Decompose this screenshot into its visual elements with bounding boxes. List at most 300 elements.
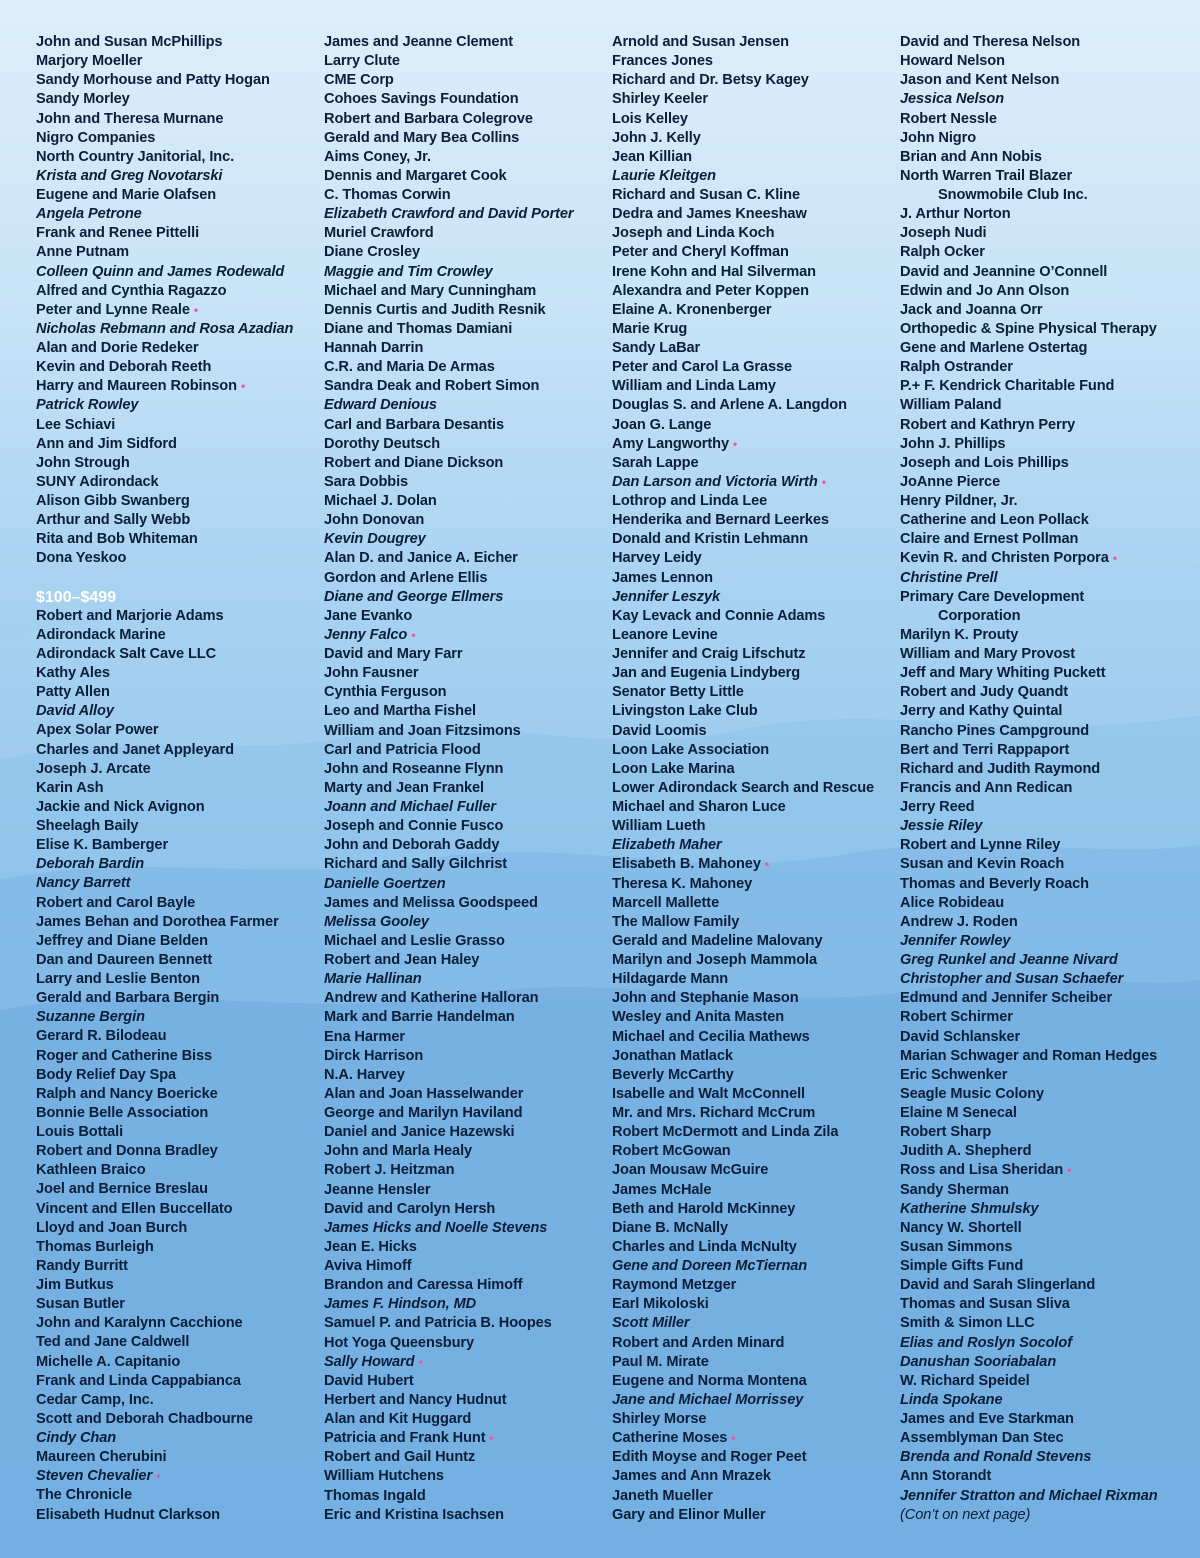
donor-name [900, 1161, 1190, 1180]
donor-name-text: John J. Phillips [900, 435, 1006, 452]
donor-name-text: Aims Coney, Jr. [324, 148, 431, 165]
donor-name-text: Ralph Ostrander [900, 359, 1013, 376]
donor-name-text: Amy Langworthy [612, 435, 729, 452]
donor-name-text: Sarah Lappe [612, 454, 699, 471]
donor-name [324, 894, 604, 913]
donor-name [612, 989, 892, 1008]
donor-name-text: J. Arthur Norton [900, 206, 1011, 223]
donor-name [324, 511, 604, 530]
donor-name [900, 90, 1190, 109]
donor-name [36, 721, 316, 740]
donor-name [612, 970, 892, 989]
donor-name-text: Robert Nessle [900, 110, 997, 127]
donor-name-text: James Behan and Dorothea Farmer [36, 913, 279, 930]
donor-name-text: Susan Simmons [900, 1238, 1013, 1255]
donor-name-text: David and Sarah Slingerland [900, 1277, 1096, 1294]
donor-name-text: Laurie Kleitgen [612, 167, 716, 184]
donor-name-text: Ross and Lisa Sheridan [900, 1162, 1064, 1179]
donor-name [612, 1008, 892, 1027]
donor-name [900, 282, 1190, 301]
donor-name-text: John and Theresa Murnane [36, 110, 224, 127]
donor-name [36, 1372, 316, 1391]
donor-name [900, 1276, 1190, 1295]
donor-name [36, 1410, 316, 1429]
donor-name-text: Elizabeth Maher [612, 837, 722, 854]
donor-name [900, 320, 1190, 339]
donor-name [612, 416, 892, 435]
donor-name [324, 530, 604, 549]
donor-name-text: Roger and Catherine Biss [36, 1047, 213, 1064]
donor-name-text: Elias and Roslyn Socolof [900, 1334, 1072, 1351]
donor-name [900, 664, 1190, 683]
donor-name-text: Jenny Falco [324, 626, 408, 643]
donor-name-text: Raymond Metzger [612, 1277, 737, 1294]
donor-name [324, 243, 604, 262]
donor-name [324, 798, 604, 817]
donor-name [612, 1429, 892, 1448]
donor-name [324, 989, 604, 1008]
donor-name [612, 263, 892, 282]
donor-name [324, 549, 604, 568]
donor-name-text: Harry and Maureen Robinson [36, 378, 237, 395]
donor-name [36, 454, 316, 473]
donor-name [612, 435, 892, 454]
donor-name [324, 588, 604, 607]
donor-name-text: James and Jeanne Clement [324, 34, 514, 50]
donor-name-text: Gerald and Mary Bea Collins [324, 129, 520, 146]
donor-name [900, 951, 1190, 970]
donor-name [900, 129, 1190, 148]
donor-name [36, 989, 316, 1008]
donor-name [324, 435, 604, 454]
donor-name-text: Patricia and Frank Hunt [324, 1430, 486, 1447]
spacer [36, 569, 316, 588]
pink-dot-icon: • [240, 379, 246, 394]
donor-name-text: John J. Kelly [612, 129, 701, 146]
donor-name [324, 71, 604, 90]
donor-name [324, 263, 604, 282]
donor-name [612, 243, 892, 262]
donor-name-text: Earl Mikoloski [612, 1296, 709, 1313]
donor-name [900, 71, 1190, 90]
donor-name-text: Robert and Marjorie Adams [36, 607, 224, 624]
donor-name-text: Seagle Music Colony [900, 1085, 1045, 1102]
donor-name [324, 1295, 604, 1314]
pink-dot-icon: • [731, 1431, 736, 1446]
donor-name [612, 1448, 892, 1467]
donor-name [900, 1028, 1190, 1047]
donor-name [36, 1123, 316, 1142]
donor-name-text: Scott Miller [612, 1315, 690, 1332]
donor-name-text: James McHale [612, 1181, 712, 1198]
donor-name [612, 224, 892, 243]
donor-name-text: Claire and Ernest Pollman [900, 531, 1079, 548]
donor-name-text: Sandy LaBar [612, 340, 701, 356]
donor-name-text: Muriel Crawford [324, 225, 434, 242]
donor-name [324, 1391, 604, 1410]
donor-name-text: Michael and Mary Cunningham [324, 282, 537, 299]
donor-name-text: Jim Butkus [36, 1277, 114, 1294]
donor-name-text: Hot Yoga Queensbury [324, 1334, 475, 1351]
donor-name-text: N.A. Harvey [324, 1066, 405, 1083]
donor-name-text: Henry Pildner, Jr. [900, 493, 1018, 509]
donor-name [612, 779, 892, 798]
donor-column-2 [324, 33, 604, 1525]
donor-name-text: Douglas S. and Arlene A. Langdon [612, 397, 847, 414]
donor-name [900, 396, 1190, 415]
donor-name-text: Theresa K. Mahoney [612, 875, 753, 892]
donor-name-text: Cynthia Ferguson [324, 684, 447, 701]
donor-name-text: John Strough [36, 454, 130, 471]
donor-name-text: John Nigro [900, 129, 977, 146]
donor-name-text: Wesley and Anita Masten [612, 1009, 785, 1026]
donor-name [36, 1180, 316, 1199]
pink-dot-icon: • [764, 857, 769, 872]
donor-name [324, 396, 604, 415]
donor-name-text: Charles and Linda McNulty [612, 1238, 797, 1255]
donor-name [612, 1353, 892, 1372]
donor-name-text: Joel and Bernice Breslau [36, 1181, 208, 1198]
donor-name-text: Rancho Pines Campground [900, 722, 1090, 739]
donor-name-text: David and Carolyn Hersh [324, 1200, 496, 1217]
continued-note [900, 1506, 1190, 1525]
donor-name [612, 1467, 892, 1486]
donor-name-text: Karin Ash [36, 779, 104, 796]
donor-name-text: Robert and Donna Bradley [36, 1143, 218, 1160]
donor-name-text: Katherine Shmulsky [900, 1200, 1039, 1217]
donor-name-text: William and Linda Lamy [612, 378, 776, 395]
donor-name [36, 913, 316, 932]
donor-name [900, 549, 1190, 568]
donor-name-text: Joseph and Lois Phillips [900, 454, 1069, 471]
donor-name [612, 932, 892, 951]
donor-name [36, 1257, 316, 1276]
donor-name [900, 1391, 1190, 1410]
donor-name-text: Patty Allen [36, 684, 110, 701]
donor-name [900, 186, 1190, 205]
donor-name-text: Maureen Cherubini [36, 1449, 167, 1466]
donor-name [900, 1334, 1190, 1353]
donor-name [612, 473, 892, 492]
donor-name [612, 530, 892, 549]
donor-name [36, 129, 316, 148]
donor-name [324, 836, 604, 855]
donor-name [900, 263, 1190, 282]
pink-dot-icon: • [418, 1354, 423, 1369]
donor-name [612, 1066, 892, 1085]
donor-name [36, 836, 316, 855]
donor-name [900, 626, 1190, 645]
donor-name [900, 339, 1190, 358]
donor-name-text: Irene Kohn and Hal Silverman [612, 263, 816, 280]
donor-name-text: David and Jeannine O’Connell [900, 263, 1108, 280]
donor-name-text: David Schlansker [900, 1028, 1021, 1045]
donor-name [612, 607, 892, 626]
donor-name-text: Joseph and Linda Koch [612, 225, 775, 242]
donor-name [324, 741, 604, 760]
donor-name [900, 741, 1190, 760]
donor-name [36, 741, 316, 760]
donor-name [36, 970, 316, 989]
donor-name [36, 1104, 316, 1123]
donor-name-text: Aviva Himoff [324, 1258, 412, 1274]
donor-name-text: Jean Killian [612, 148, 692, 165]
donor-name [324, 339, 604, 358]
donor-name-text: Robert McDermott and Linda Zila [612, 1124, 839, 1141]
donor-name-text: Lothrop and Linda Lee [612, 493, 768, 509]
donor-name [900, 148, 1190, 167]
donor-name-text: Snowmobile Club Inc. [938, 187, 1088, 203]
donor-name [36, 683, 316, 702]
donor-name [900, 875, 1190, 894]
donor-name [612, 33, 892, 52]
donor-name-text: Peter and Carol La Grasse [612, 359, 793, 376]
donor-name [36, 224, 316, 243]
pink-dot-icon: • [411, 627, 416, 642]
donor-name-text: Danielle Goertzen [324, 875, 446, 892]
donor-name-text: Alfred and Cynthia Ragazzo [36, 282, 227, 299]
donor-name [324, 855, 604, 874]
donor-name-text: George and Marilyn Haviland [324, 1105, 523, 1121]
donor-name-text: Edward Denious [324, 397, 437, 414]
donor-name [612, 1314, 892, 1333]
donor-name-text: Eugene and Marie Olafsen [36, 187, 217, 203]
donor-name [324, 1142, 604, 1161]
donor-name [612, 358, 892, 377]
donor-name [900, 1200, 1190, 1219]
donor-name [900, 760, 1190, 779]
donor-column-1 [36, 33, 316, 1525]
donor-name [900, 1467, 1190, 1486]
donor-name [324, 664, 604, 683]
donor-name-text: Susan and Kevin Roach [900, 856, 1065, 873]
donor-name-text: Peter and Lynne Reale [36, 301, 190, 318]
donor-name [36, 855, 316, 874]
donor-name-text: Maggie and Tim Crowley [324, 263, 493, 280]
donor-name [324, 1219, 604, 1238]
donor-name-text: Nancy W. Shortell [900, 1219, 1022, 1236]
donor-name [900, 1353, 1190, 1372]
donor-name-text: John and Deborah Gaddy [324, 837, 500, 854]
donor-column-3 [612, 33, 892, 1525]
donor-name [36, 320, 316, 339]
donor-name-text: Michael and Sharon Luce [612, 799, 786, 815]
pink-dot-icon: • [489, 1431, 494, 1446]
donor-name-text: Marjory Moeller [36, 53, 143, 70]
donor-name [36, 1027, 316, 1046]
donor-name [900, 205, 1190, 224]
donor-name [900, 1314, 1190, 1333]
donor-name-text: Lloyd and Joan Burch [36, 1219, 188, 1236]
donor-name-text: Jan and Eugenia Lindyberg [612, 665, 801, 682]
donor-name [36, 358, 316, 377]
donor-name [324, 282, 604, 301]
donor-name [324, 683, 604, 702]
donor-name-text: Sandy Morhouse and Patty Hogan [36, 72, 270, 89]
donor-name [324, 970, 604, 989]
donor-name [324, 1066, 604, 1085]
donor-name [36, 52, 316, 71]
donor-name [36, 263, 316, 282]
donor-name [36, 396, 316, 415]
donor-name-text: (Con’t on next page) [900, 1506, 1031, 1523]
donor-name [612, 1181, 892, 1200]
donor-name-text: Beverly McCarthy [612, 1066, 734, 1083]
donor-name-text: Janeth Mueller [612, 1487, 713, 1504]
donor-name [612, 683, 892, 702]
donor-name [324, 1467, 604, 1486]
donor-name [612, 722, 892, 741]
donor-name-text: Joan Mousaw McGuire [612, 1162, 769, 1179]
donor-name [36, 1276, 316, 1295]
donor-name [612, 377, 892, 396]
donor-name-text: Colleen Quinn and James Rodewald [36, 263, 285, 280]
donor-name [324, 148, 604, 167]
donor-name-text: Livingston Lake Club [612, 703, 758, 720]
donor-name-text: Assemblyman Dan Stec [900, 1430, 1064, 1447]
donor-name-text: Jerry and Kathy Quintal [900, 703, 1063, 720]
donor-name [324, 760, 604, 779]
donor-name [324, 224, 604, 243]
donor-name [36, 1161, 316, 1180]
donor-name [324, 1200, 604, 1219]
donor-name-text: Robert Sharp [900, 1124, 992, 1141]
donor-name [612, 205, 892, 224]
donor-name [612, 282, 892, 301]
donor-name [36, 1391, 316, 1410]
donor-name-text: Alice Robideau [900, 894, 1005, 911]
donor-name [324, 817, 604, 836]
donor-name [36, 90, 316, 109]
donor-name-text: James and Melissa Goodspeed [324, 894, 538, 911]
giving-level-heading: $100–$499 [36, 588, 117, 606]
donor-name [612, 1085, 892, 1104]
donor-name [900, 1123, 1190, 1142]
donor-name [612, 1276, 892, 1295]
donor-name [900, 1008, 1190, 1027]
donor-name [612, 913, 892, 932]
donor-name [36, 205, 316, 224]
donor-name-text: Gerald and Madeline Malovany [612, 932, 823, 949]
donor-name [36, 1486, 316, 1505]
donor-name-text: Andrew and Katherine Halloran [324, 990, 539, 1007]
donor-name-text: Senator Betty Little [612, 684, 744, 701]
donor-name-text: Dirck Harrison [324, 1047, 424, 1064]
donor-name [900, 1047, 1190, 1066]
donor-name [900, 243, 1190, 262]
donor-name-text: Gerald and Barbara Bergin [36, 990, 220, 1007]
donor-name-text: Ralph Ocker [900, 244, 985, 261]
donor-name [612, 798, 892, 817]
donor-name [900, 454, 1190, 473]
donor-name-text: Elisabeth Hudnut Clarkson [36, 1506, 220, 1523]
donor-name [36, 377, 316, 396]
donor-name [612, 855, 892, 874]
donor-name-text: Melissa Gooley [324, 913, 429, 930]
donor-name [612, 569, 892, 588]
donor-name-text: Kathleen Braico [36, 1162, 146, 1179]
donor-name [900, 1066, 1190, 1085]
donor-name [612, 549, 892, 568]
donor-name-text: Loon Lake Marina [612, 760, 735, 777]
donor-name-text: Edmund and Jennifer Scheiber [900, 990, 1113, 1007]
donor-name [900, 1142, 1190, 1161]
donor-name [324, 1181, 604, 1200]
donor-name-text: James and Eve Starkman [900, 1411, 1074, 1427]
donor-name [900, 492, 1190, 511]
donor-name-text: John and Susan McPhillips [36, 34, 223, 50]
donor-name [900, 607, 1190, 626]
donor-name [900, 932, 1190, 951]
donor-name-text: Christine Prell [900, 569, 998, 586]
donor-name-text: Jack and Joanna Orr [900, 301, 1043, 318]
donor-name-text: CME Corp [324, 72, 394, 89]
donor-name [612, 167, 892, 186]
donor-name-text: Robert and Barbara Colegrove [324, 110, 533, 127]
donor-name [36, 626, 316, 645]
donor-name-text: C.R. and Maria De Armas [324, 359, 495, 376]
donor-name [36, 71, 316, 90]
donor-name-text: North Warren Trail Blazer [900, 167, 1073, 184]
donor-name [324, 1429, 604, 1448]
donor-name [612, 339, 892, 358]
donor-name [612, 1047, 892, 1066]
donor-name [324, 722, 604, 741]
donor-name-text: Michael J. Dolan [324, 493, 437, 509]
donor-name [324, 320, 604, 339]
donor-name [900, 511, 1190, 530]
pink-dot-icon: • [156, 1469, 161, 1484]
donor-name [36, 1333, 316, 1352]
donor-name-text: Nancy Barrett [36, 875, 131, 892]
donor-name [36, 702, 316, 721]
donor-name [612, 875, 892, 894]
donor-name [36, 435, 316, 454]
donor-name [36, 1467, 316, 1486]
donor-name-text: Sara Dobbis [324, 473, 409, 490]
donor-name-text: Jane Evanko [324, 607, 413, 624]
donor-name-text: Elise K. Bamberger [36, 837, 169, 854]
donor-name-text: North Country Janitorial, Inc. [36, 148, 235, 165]
donor-name-text: William Paland [900, 397, 1002, 414]
donor-name-text: W. Richard Speidel [900, 1372, 1030, 1389]
donor-name [36, 817, 316, 836]
donor-name-text: Larry and Leslie Benton [36, 971, 200, 988]
donor-name [324, 1008, 604, 1027]
donor-name [324, 1104, 604, 1123]
donor-name-text: Leanore Levine [612, 626, 718, 643]
donor-name [900, 377, 1190, 396]
donor-name [36, 1219, 316, 1238]
donor-name [612, 626, 892, 645]
donor-name [900, 645, 1190, 664]
donor-name [324, 1314, 604, 1333]
donor-name-text: Dennis and Margaret Cook [324, 167, 507, 184]
donor-name-text: Dorothy Deutsch [324, 435, 441, 452]
donor-name [36, 1429, 316, 1448]
donor-name-text: Robert and Jean Haley [324, 952, 480, 968]
donor-name-text: Apex Solar Power [36, 722, 159, 739]
donor-name-text: Kevin Dougrey [324, 531, 426, 548]
donor-name-text: David and Theresa Nelson [900, 34, 1081, 50]
donor-name [324, 1238, 604, 1257]
donor-name-text: Richard and Sally Gilchrist [324, 856, 508, 873]
donor-name-text: Bert and Terri Rappaport [900, 741, 1070, 758]
donor-name [36, 1448, 316, 1467]
donor-name-text: Nigro Companies [36, 129, 156, 146]
donor-name-text: Ted and Jane Caldwell [36, 1334, 190, 1351]
donor-name [324, 1123, 604, 1142]
